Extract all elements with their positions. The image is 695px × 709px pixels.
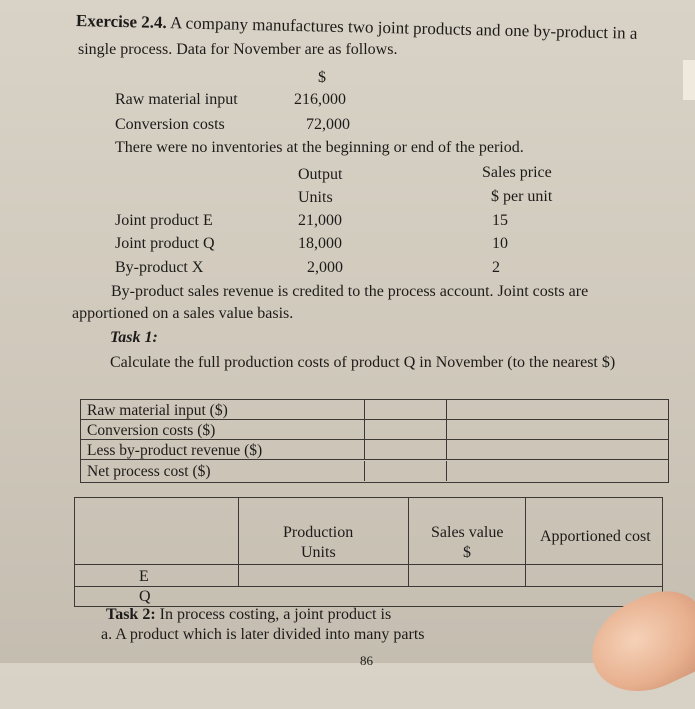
raw-material-value: 216,000 [294, 91, 346, 108]
apportionment-table [74, 497, 663, 607]
sales-value-header: Sales value [431, 524, 504, 541]
task2-text: In process costing, a joint product is [159, 606, 392, 623]
product-q-units: 18,000 [298, 235, 342, 252]
row-q-label: Q [139, 588, 151, 605]
product-q-price: 10 [492, 235, 508, 252]
exercise-heading [76, 12, 638, 42]
exercise-text-line2: single process. Data for November are as follows. [78, 41, 398, 58]
raw-material-label: Raw material input [115, 91, 238, 108]
exercise-text: A company manufactures two joint products and one by-product in a [169, 13, 638, 43]
cost-row-label: Less by-product revenue ($) [87, 442, 263, 459]
task2-title: Task 2: [106, 606, 156, 623]
page-number: 86 [360, 653, 373, 668]
task2-option-a[interactable]: a. A product which is later divided into many parts [101, 626, 425, 643]
cost-table-row [81, 461, 668, 481]
currency-header: $ [318, 69, 326, 86]
sales-price-header: Sales price [482, 164, 552, 181]
task1-title: Task 1: [110, 329, 158, 346]
per-unit-header: $ per unit [491, 188, 553, 205]
next-page-edge [683, 60, 695, 100]
conversion-costs-label: Conversion costs [115, 116, 225, 133]
cost-row-label: Net process cost ($) [87, 463, 211, 480]
apportioned-cost-header: Apportioned cost [540, 528, 651, 545]
credit-note-line2: apportioned on a sales value basis. [72, 305, 294, 322]
cost-table-row [81, 420, 668, 440]
cost-row-label: Conversion costs ($) [87, 422, 216, 439]
product-e-label: Joint product E [115, 212, 213, 229]
units-header-2: Units [301, 544, 336, 561]
inventory-note: There were no inventories at the beginning or end of the period. [115, 139, 524, 156]
task2-heading [106, 607, 391, 623]
cost-row-label: Raw material input ($) [87, 402, 228, 419]
conversion-costs-value: 72,000 [306, 116, 350, 133]
cost-table-row [81, 400, 668, 420]
exercise-label: Exercise 2.4. [75, 11, 168, 33]
task1-instruction: Calculate the full production costs of product Q in November (to the nearest $) [110, 354, 616, 371]
cost-table-row [81, 440, 668, 460]
byproduct-x-label: By-product X [115, 259, 204, 276]
sales-value-dollar: $ [463, 544, 471, 561]
row-e-label: E [139, 568, 149, 585]
credit-note: By-product sales revenue is credited to the process account. Joint costs are [111, 283, 589, 300]
product-e-units: 21,000 [298, 212, 342, 229]
product-e-price: 15 [492, 212, 508, 229]
cost-table [80, 399, 669, 483]
units-header: Units [298, 189, 333, 206]
byproduct-x-price: 2 [492, 259, 500, 276]
production-header: Production [283, 524, 354, 541]
byproduct-x-units: 2,000 [307, 259, 343, 276]
product-q-label: Joint product Q [115, 235, 215, 252]
output-header: Output [298, 166, 343, 183]
